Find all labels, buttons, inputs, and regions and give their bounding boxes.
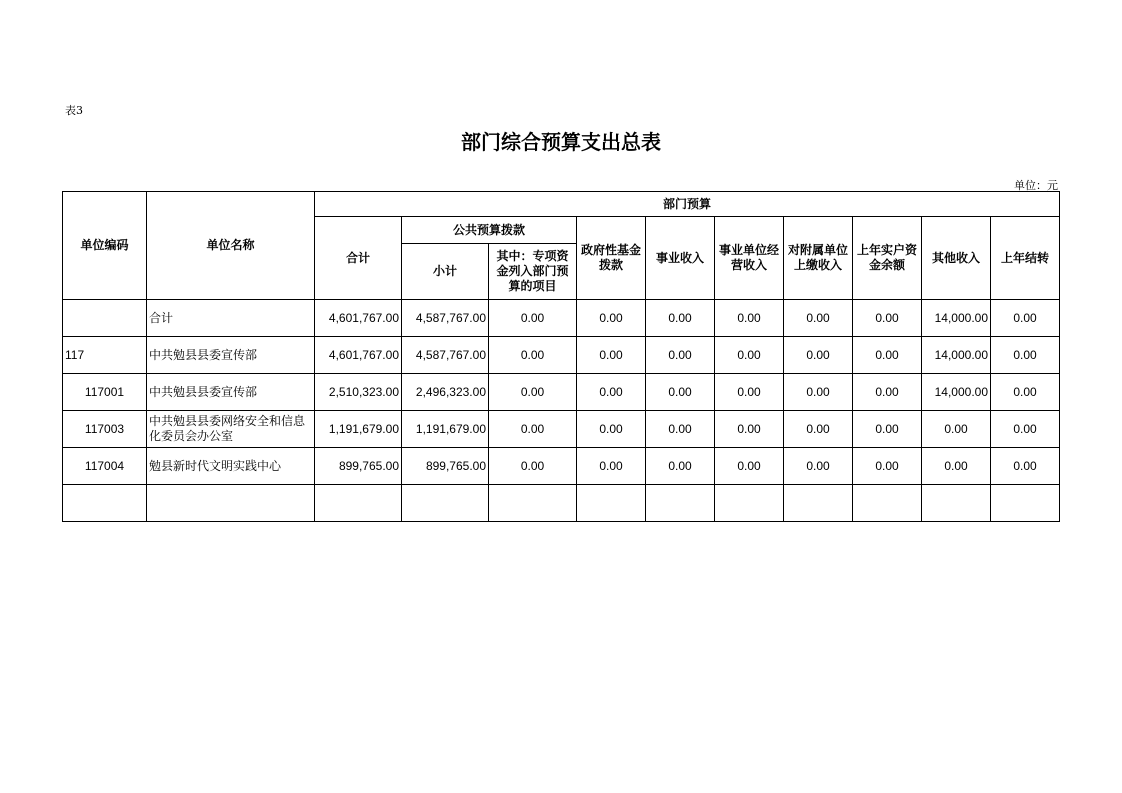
cell-carryover: 0.00 (991, 337, 1060, 374)
cell-subtotal: 1,191,679.00 (402, 411, 489, 448)
cell-special: 0.00 (489, 337, 577, 374)
cell-special (489, 485, 577, 522)
cell-carryover (991, 485, 1060, 522)
cell-business-income (646, 485, 715, 522)
cell-affiliated: 0.00 (784, 411, 853, 448)
cell-gov-fund: 0.00 (577, 448, 646, 485)
header-business-income: 事业收入 (646, 217, 715, 300)
cell-business-income: 0.00 (646, 411, 715, 448)
cell-subtotal: 4,587,767.00 (402, 337, 489, 374)
cell-carryover: 0.00 (991, 300, 1060, 337)
cell-code: 117001 (63, 374, 147, 411)
header-public-budget: 公共预算拨款 (402, 217, 577, 244)
cell-last-year-balance: 0.00 (853, 448, 922, 485)
cell-special: 0.00 (489, 411, 577, 448)
cell-business-operating: 0.00 (715, 300, 784, 337)
cell-business-operating: 0.00 (715, 374, 784, 411)
cell-last-year-balance: 0.00 (853, 374, 922, 411)
cell-affiliated: 0.00 (784, 337, 853, 374)
cell-total: 899,765.00 (315, 448, 402, 485)
cell-business-income: 0.00 (646, 374, 715, 411)
cell-other-income: 14,000.00 (922, 337, 991, 374)
cell-business-operating: 0.00 (715, 337, 784, 374)
cell-affiliated: 0.00 (784, 300, 853, 337)
header-subtotal: 小计 (402, 244, 489, 300)
table-row (63, 300, 1060, 337)
cell-code (63, 485, 147, 522)
table-row (63, 337, 1060, 374)
header-last-year-balance: 上年实户资金余额 (853, 217, 922, 300)
cell-business-operating (715, 485, 784, 522)
cell-last-year-balance: 0.00 (853, 411, 922, 448)
table-row (63, 411, 1060, 448)
cell-special: 0.00 (489, 374, 577, 411)
header-special: 其中：专项资金列入部门预算的项目 (489, 244, 577, 300)
cell-name: 中共勉县县委网络安全和信息化委员会办公室 (147, 411, 315, 448)
cell-total: 2,510,323.00 (315, 374, 402, 411)
header-row-1 (63, 192, 1060, 217)
cell-carryover: 0.00 (991, 411, 1060, 448)
table-number: 表3 (65, 104, 83, 117)
cell-business-operating: 0.00 (715, 448, 784, 485)
cell-business-income: 0.00 (646, 337, 715, 374)
cell-subtotal (402, 485, 489, 522)
cell-other-income: 14,000.00 (922, 300, 991, 337)
header-unit-code: 单位编码 (63, 192, 147, 300)
cell-business-income: 0.00 (646, 300, 715, 337)
cell-other-income (922, 485, 991, 522)
cell-total: 1,191,679.00 (315, 411, 402, 448)
cell-other-income: 0.00 (922, 448, 991, 485)
cell-name: 中共勉县县委宣传部 (147, 374, 315, 411)
cell-special: 0.00 (489, 300, 577, 337)
header-other-income: 其他收入 (922, 217, 991, 300)
cell-last-year-balance: 0.00 (853, 300, 922, 337)
page-title: 部门综合预算支出总表 (461, 130, 661, 154)
cell-name: 勉县新时代文明实践中心 (147, 448, 315, 485)
cell-gov-fund: 0.00 (577, 337, 646, 374)
cell-affiliated: 0.00 (784, 448, 853, 485)
header-unit-name: 单位名称 (147, 192, 315, 300)
table-row (63, 374, 1060, 411)
cell-gov-fund (577, 485, 646, 522)
header-affiliated: 对附属单位上缴收入 (784, 217, 853, 300)
cell-business-operating: 0.00 (715, 411, 784, 448)
header-dept-budget: 部门预算 (315, 192, 1060, 217)
cell-name: 合计 (147, 300, 315, 337)
header-gov-fund: 政府性基金拨款 (577, 217, 646, 300)
cell-other-income: 0.00 (922, 411, 991, 448)
cell-code (63, 300, 147, 337)
cell-name: 中共勉县县委宣传部 (147, 337, 315, 374)
cell-business-income: 0.00 (646, 448, 715, 485)
cell-gov-fund: 0.00 (577, 300, 646, 337)
cell-gov-fund: 0.00 (577, 411, 646, 448)
cell-total: 4,601,767.00 (315, 300, 402, 337)
cell-code: 117004 (63, 448, 147, 485)
cell-carryover: 0.00 (991, 374, 1060, 411)
cell-name (147, 485, 315, 522)
cell-subtotal: 2,496,323.00 (402, 374, 489, 411)
cell-special: 0.00 (489, 448, 577, 485)
cell-total: 4,601,767.00 (315, 337, 402, 374)
budget-table (62, 191, 1060, 522)
header-business-operating: 事业单位经营收入 (715, 217, 784, 300)
cell-last-year-balance (853, 485, 922, 522)
header-total: 合计 (315, 217, 402, 300)
table-row-empty (63, 485, 1060, 522)
cell-code: 117 (63, 337, 147, 374)
cell-last-year-balance: 0.00 (853, 337, 922, 374)
cell-subtotal: 899,765.00 (402, 448, 489, 485)
unit-label: 单位：元 (1014, 179, 1058, 192)
cell-affiliated: 0.00 (784, 374, 853, 411)
cell-carryover: 0.00 (991, 448, 1060, 485)
cell-other-income: 14,000.00 (922, 374, 991, 411)
cell-code: 117003 (63, 411, 147, 448)
cell-total (315, 485, 402, 522)
cell-subtotal: 4,587,767.00 (402, 300, 489, 337)
cell-affiliated (784, 485, 853, 522)
header-carryover: 上年结转 (991, 217, 1060, 300)
table-row (63, 448, 1060, 485)
cell-gov-fund: 0.00 (577, 374, 646, 411)
